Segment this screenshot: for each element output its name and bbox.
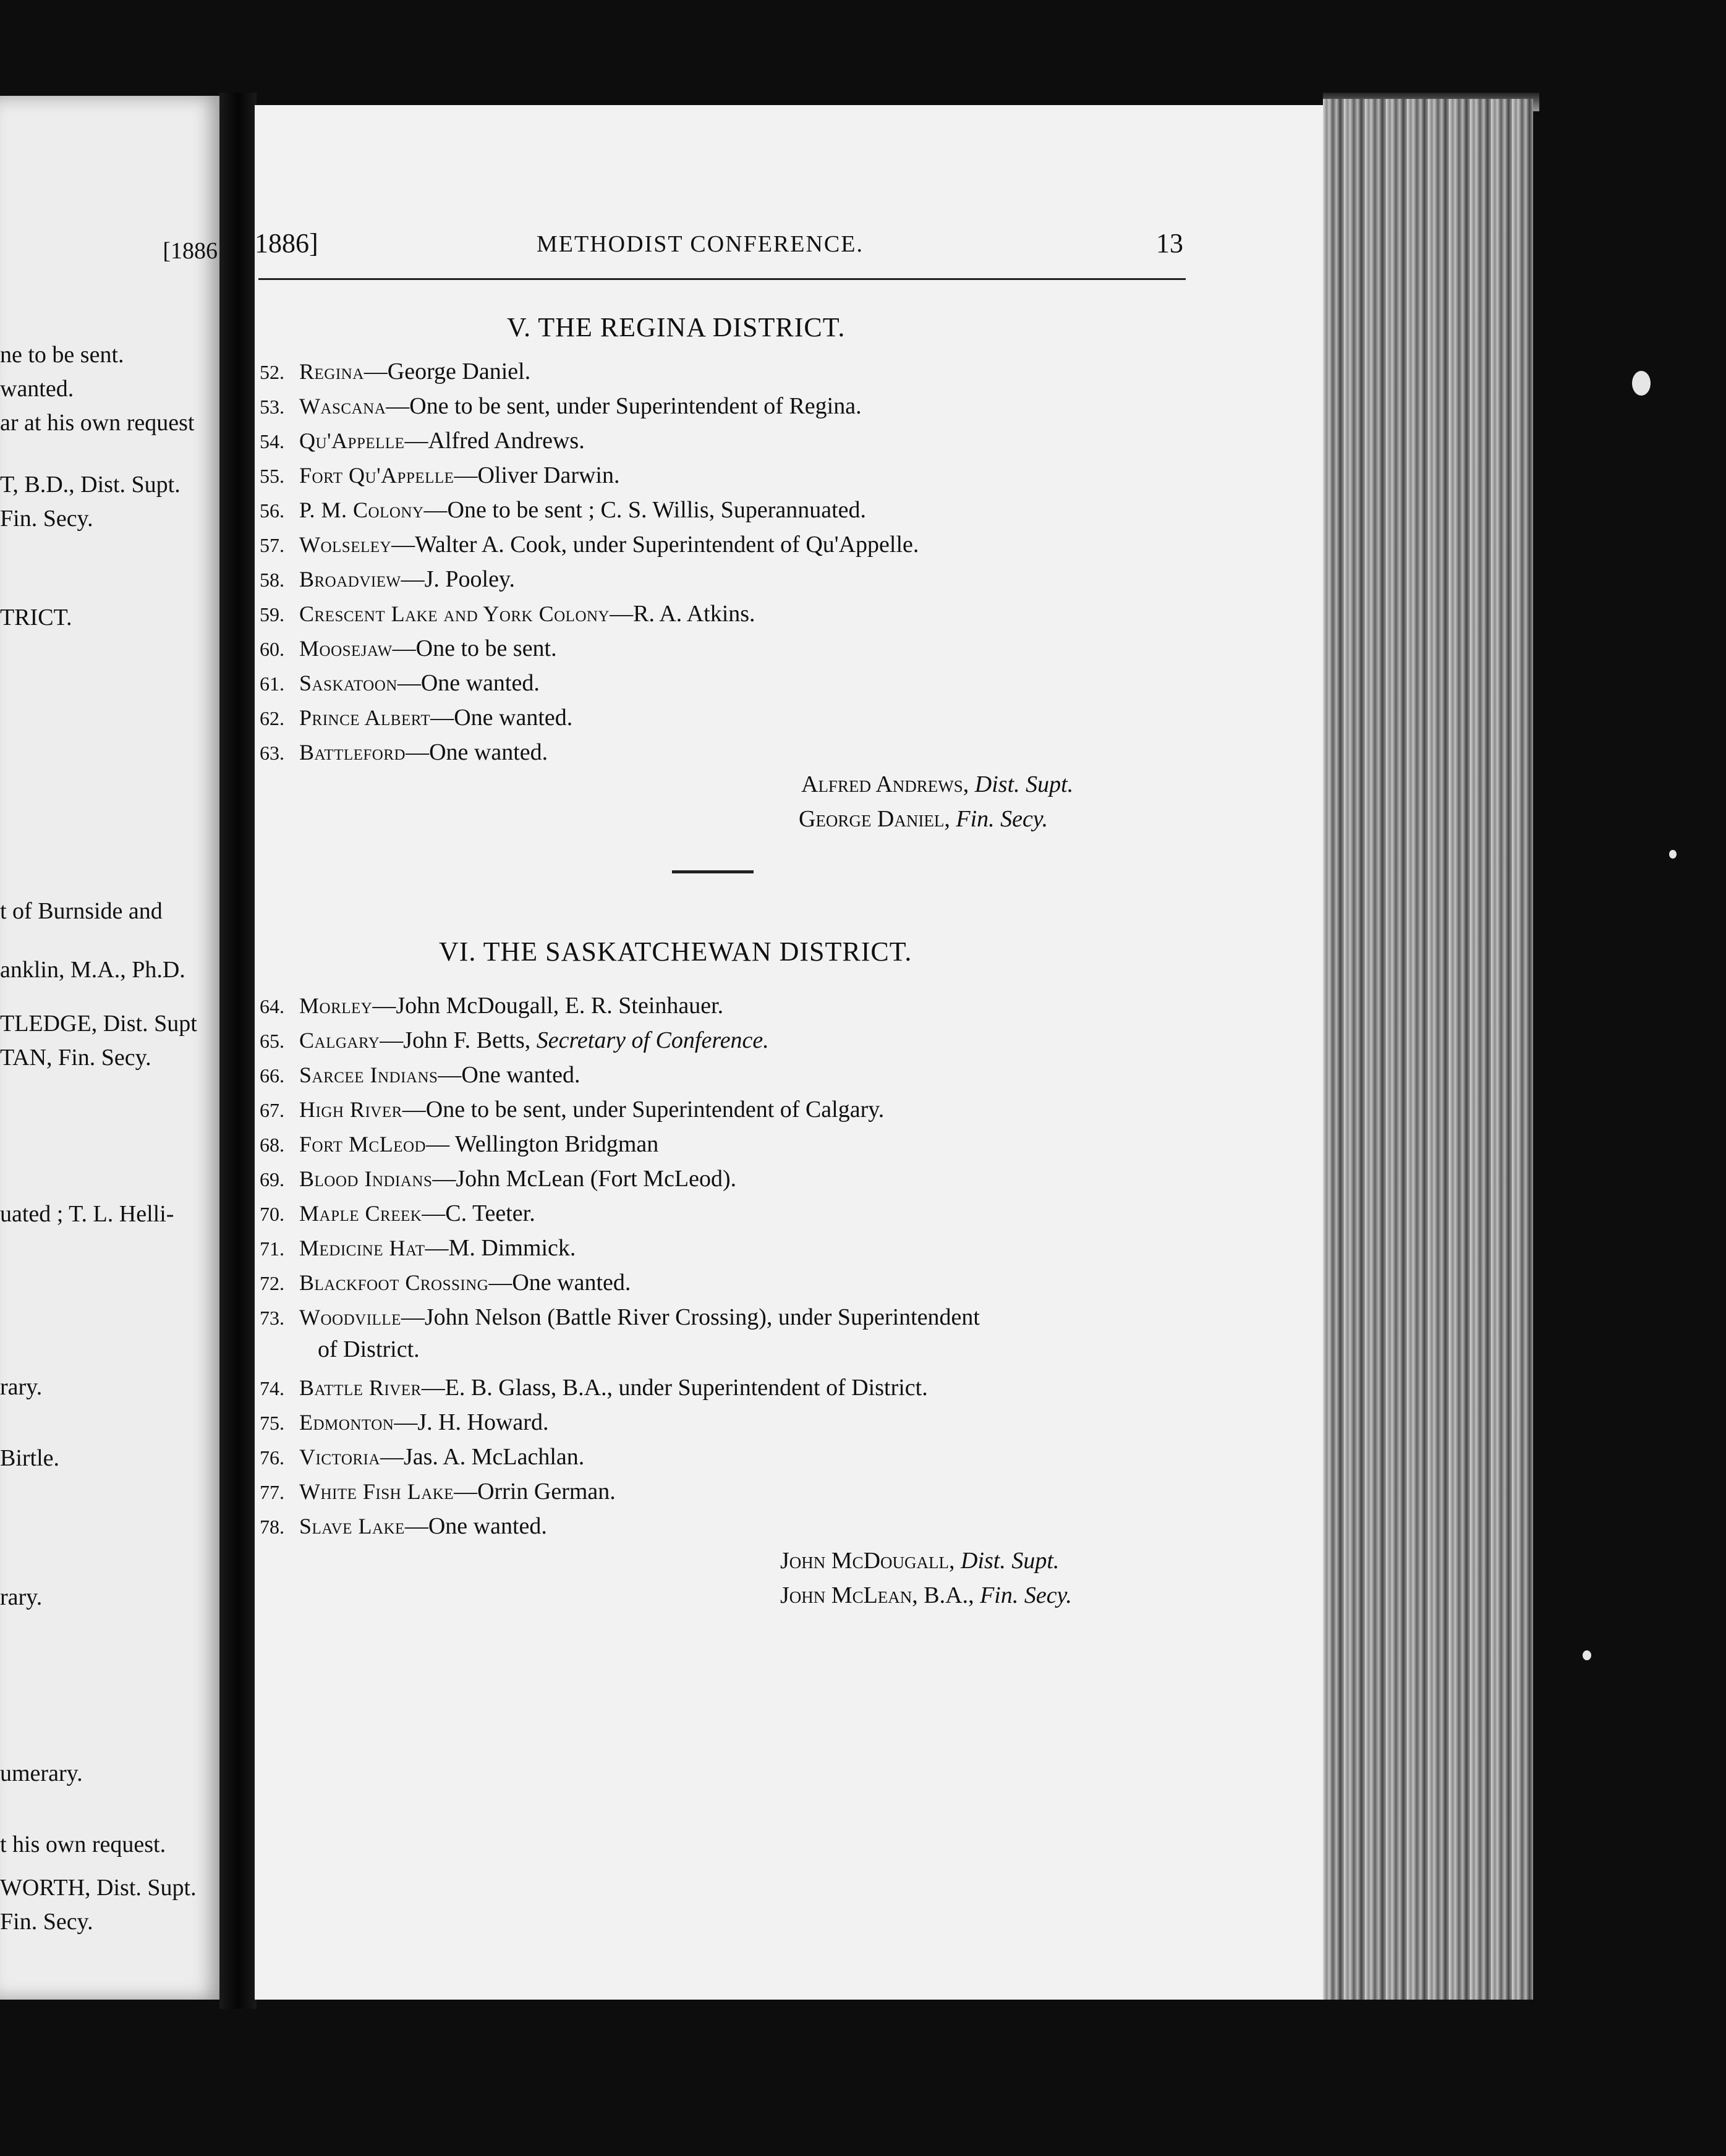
entry-appointment: —John F. Betts, bbox=[380, 1027, 531, 1053]
signature-line bbox=[801, 773, 1073, 796]
signatory-name: George Daniel, bbox=[799, 806, 950, 832]
entry-place: Morley bbox=[299, 993, 373, 1018]
entry-place: P. M. Colony bbox=[299, 498, 424, 522]
entry-number: 69. bbox=[260, 1168, 284, 1190]
entry-place: Victoria bbox=[299, 1445, 380, 1469]
entry-place: Moosejaw bbox=[299, 636, 393, 661]
circuit-entry bbox=[260, 741, 548, 764]
entry-place: Woodville bbox=[299, 1305, 401, 1330]
scan-speck bbox=[1583, 1650, 1591, 1660]
circuit-entry bbox=[260, 1236, 576, 1260]
left-page-line: t his own request. bbox=[0, 1831, 166, 1857]
entry-place: Calgary bbox=[299, 1028, 380, 1053]
entry-appointment: —One wanted. bbox=[438, 1062, 580, 1088]
circuit-entry bbox=[260, 994, 723, 1017]
entry-number: 56. bbox=[260, 499, 284, 522]
entry-number: 76. bbox=[260, 1446, 284, 1469]
entry-appointment: —One to be sent, under Superintendent of Calgary. bbox=[402, 1097, 885, 1123]
signatory-title: Dist. Supt. bbox=[961, 1548, 1060, 1574]
entry-number: 66. bbox=[260, 1064, 284, 1087]
entry-number: 52. bbox=[260, 361, 284, 383]
entry-number: 65. bbox=[260, 1030, 284, 1052]
signatory-name: John McDougall, bbox=[780, 1548, 955, 1574]
entry-appointment: —John Nelson (Battle River Crossing), under Superintendent bbox=[401, 1304, 980, 1330]
circuit-entry bbox=[260, 1411, 548, 1434]
entry-appointment: —J. H. Howard. bbox=[394, 1409, 549, 1435]
entry-place: Medicine Hat bbox=[299, 1236, 425, 1260]
circuit-entry bbox=[260, 1098, 884, 1121]
entry-appointment: —One wanted. bbox=[404, 1513, 547, 1539]
saskatchewan-district-heading: VI. THE SASKATCHEWAN DISTRICT. bbox=[439, 936, 912, 967]
scan-speck bbox=[1632, 371, 1651, 396]
entry-place: Fort McLeod bbox=[299, 1132, 427, 1157]
left-page-line: anklin, M.A., Ph.D. bbox=[0, 957, 185, 983]
entry-place: Saskatoon bbox=[299, 671, 397, 695]
entry-number: 59. bbox=[260, 603, 284, 626]
running-header-year: 1886] bbox=[255, 228, 318, 258]
left-page-line: rary. bbox=[0, 1374, 43, 1400]
entry-place: Prince Albert bbox=[299, 705, 431, 730]
entry-number: 77. bbox=[260, 1481, 284, 1503]
circuit-entry bbox=[260, 1202, 535, 1225]
circuit-entry bbox=[260, 706, 572, 729]
entry-number: 72. bbox=[260, 1272, 284, 1294]
circuit-entry bbox=[260, 567, 515, 591]
entry-appointment: —One to be sent ; C. S. Willis, Superannuated. bbox=[423, 497, 867, 523]
entry-number: 53. bbox=[260, 396, 284, 418]
entry-place: Blood Indians bbox=[299, 1166, 433, 1191]
circuit-entry bbox=[260, 464, 620, 487]
circuit-entry bbox=[260, 429, 585, 452]
entry-appointment: —Walter A. Cook, under Superintendent of Qu'Appelle. bbox=[391, 532, 919, 558]
entry-appointment: —One to be sent, under Superintendent of Regina. bbox=[386, 393, 862, 419]
circuit-entry bbox=[260, 1445, 584, 1469]
signature-line bbox=[799, 807, 1048, 831]
entry-number: 58. bbox=[260, 569, 284, 591]
entry-appointment: — Wellington Bridgman bbox=[426, 1131, 659, 1157]
entry-appointment: —George Daniel. bbox=[363, 359, 531, 384]
section-divider bbox=[672, 870, 754, 873]
entry-number: 60. bbox=[260, 638, 284, 660]
left-page-header: [1886 bbox=[163, 238, 218, 264]
circuit-entry bbox=[260, 498, 866, 522]
signatory-name: John McLean, B.A., bbox=[780, 1582, 974, 1608]
entry-appointment: —One wanted. bbox=[406, 739, 548, 765]
entry-place: Fort Qu'Appelle bbox=[299, 463, 454, 488]
circuit-entry bbox=[260, 533, 919, 556]
scan-speck bbox=[1669, 850, 1677, 859]
entry-appointment: —One wanted. bbox=[397, 670, 540, 696]
entry-appointment: —Oliver Darwin. bbox=[454, 462, 620, 488]
entry-place: White Fish Lake bbox=[299, 1479, 454, 1504]
entry-appointment: —R. A. Atkins. bbox=[610, 601, 755, 627]
entry-number: 55. bbox=[260, 465, 284, 487]
left-page-line: t of Burnside and bbox=[0, 898, 163, 924]
circuit-entry bbox=[260, 1029, 769, 1052]
entry-place: Wascana bbox=[299, 394, 386, 418]
left-page-line: Fin. Secy. bbox=[0, 1909, 93, 1935]
left-page-line: TRICT. bbox=[0, 605, 72, 630]
circuit-entry bbox=[260, 1376, 928, 1399]
entry-place: Regina bbox=[299, 359, 364, 384]
entry-number: 71. bbox=[260, 1237, 284, 1260]
entry-appointment: —J. Pooley. bbox=[401, 566, 515, 592]
page-number: 13 bbox=[1156, 228, 1183, 258]
left-page-line: rary. bbox=[0, 1584, 43, 1610]
entry-number: 62. bbox=[260, 707, 284, 729]
entry-place: Slave Lake bbox=[299, 1514, 405, 1538]
left-page-line: TLEDGE, Dist. Supt bbox=[0, 1011, 197, 1037]
entry-number: 68. bbox=[260, 1134, 284, 1156]
left-page-line: ne to be sent. bbox=[0, 342, 124, 368]
circuit-entry bbox=[260, 671, 540, 695]
entry-appointment: —One to be sent. bbox=[392, 635, 557, 661]
entry-place: Battle River bbox=[299, 1375, 422, 1400]
circuit-entry-continuation bbox=[318, 1338, 420, 1361]
regina-district-heading: V. THE REGINA DISTRICT. bbox=[507, 312, 846, 342]
entry-appointment: —Alfred Andrews. bbox=[404, 428, 585, 454]
entry-place: Maple Creek bbox=[299, 1201, 422, 1226]
left-page-line: umerary. bbox=[0, 1760, 83, 1786]
entry-appointment: —One wanted. bbox=[430, 705, 573, 731]
entry-appointment: —John McLean (Fort McLeod). bbox=[432, 1166, 737, 1192]
signature-line bbox=[780, 1549, 1059, 1572]
left-page-line: WORTH, Dist. Supt. bbox=[0, 1875, 197, 1901]
entry-number: 63. bbox=[260, 742, 284, 764]
left-page-line: uated ; T. L. Helli- bbox=[0, 1201, 174, 1227]
entry-number: 73. bbox=[260, 1307, 284, 1329]
entry-appointment: —M. Dimmick. bbox=[425, 1235, 576, 1261]
entry-place: Crescent Lake and York Colony bbox=[299, 601, 610, 626]
circuit-entry bbox=[260, 360, 530, 383]
entry-number: 74. bbox=[260, 1377, 284, 1399]
previous-page bbox=[0, 96, 224, 2000]
circuit-entry bbox=[260, 602, 755, 626]
entry-place: Blackfoot Crossing bbox=[299, 1270, 489, 1295]
circuit-entry bbox=[260, 1514, 547, 1538]
entry-appointment: —John McDougall, E. R. Steinhauer. bbox=[372, 993, 724, 1019]
entry-place: Broadview bbox=[299, 567, 401, 592]
entry-number: 64. bbox=[260, 995, 284, 1017]
entry-place: Battleford bbox=[299, 740, 406, 765]
entry-appointment: —Orrin German. bbox=[454, 1479, 616, 1505]
entry-number: 57. bbox=[260, 534, 284, 556]
entry-number: 54. bbox=[260, 430, 284, 452]
entry-place: Wolseley bbox=[299, 532, 392, 557]
entry-place: Edmonton bbox=[299, 1410, 394, 1435]
page-edges bbox=[1323, 99, 1533, 2000]
circuit-entry bbox=[260, 1271, 631, 1294]
entry-appointment: —E. B. Glass, B.A., under Superintendent of District. bbox=[421, 1375, 928, 1401]
entry-number: 75. bbox=[260, 1412, 284, 1434]
book-gutter bbox=[219, 93, 257, 2009]
circuit-entry bbox=[260, 637, 557, 660]
circuit-entry bbox=[260, 1167, 736, 1190]
entry-appointment: —One wanted. bbox=[488, 1270, 631, 1296]
running-header-title: METHODIST CONFERENCE. bbox=[537, 231, 864, 257]
circuit-entry bbox=[260, 394, 862, 418]
circuit-entry bbox=[260, 1063, 580, 1087]
entry-number: 78. bbox=[260, 1516, 284, 1538]
circuit-entry bbox=[260, 1480, 616, 1503]
entry-number: 61. bbox=[260, 673, 284, 695]
signatory-title: Fin. Secy. bbox=[956, 806, 1048, 832]
entry-number: 67. bbox=[260, 1099, 284, 1121]
entry-appointment: —Jas. A. McLachlan. bbox=[380, 1444, 585, 1470]
left-page-line: wanted. bbox=[0, 376, 74, 402]
entry-office: Secretary of Conference. bbox=[536, 1027, 769, 1053]
left-page-line: TAN, Fin. Secy. bbox=[0, 1045, 151, 1071]
entry-place: Qu'Appelle bbox=[299, 428, 405, 453]
header-rule bbox=[258, 278, 1186, 280]
left-page-line: Birtle. bbox=[0, 1445, 60, 1471]
signature-line bbox=[780, 1584, 1072, 1607]
left-page-line: Fin. Secy. bbox=[0, 506, 93, 532]
circuit-entry bbox=[260, 1132, 658, 1156]
entry-number: 70. bbox=[260, 1203, 284, 1225]
signatory-name: Alfred Andrews, bbox=[801, 771, 969, 797]
circuit-entry bbox=[260, 1305, 980, 1329]
signatory-title: Dist. Supt. bbox=[974, 771, 1074, 797]
signatory-title: Fin. Secy. bbox=[980, 1582, 1072, 1608]
entry-appointment: of District. bbox=[318, 1336, 420, 1362]
entry-place: Sarcee Indians bbox=[299, 1063, 438, 1087]
left-page-line: ar at his own request bbox=[0, 410, 195, 436]
left-page-line: T, B.D., Dist. Supt. bbox=[0, 472, 181, 498]
entry-appointment: —C. Teeter. bbox=[422, 1200, 535, 1226]
entry-place: High River bbox=[299, 1097, 402, 1122]
